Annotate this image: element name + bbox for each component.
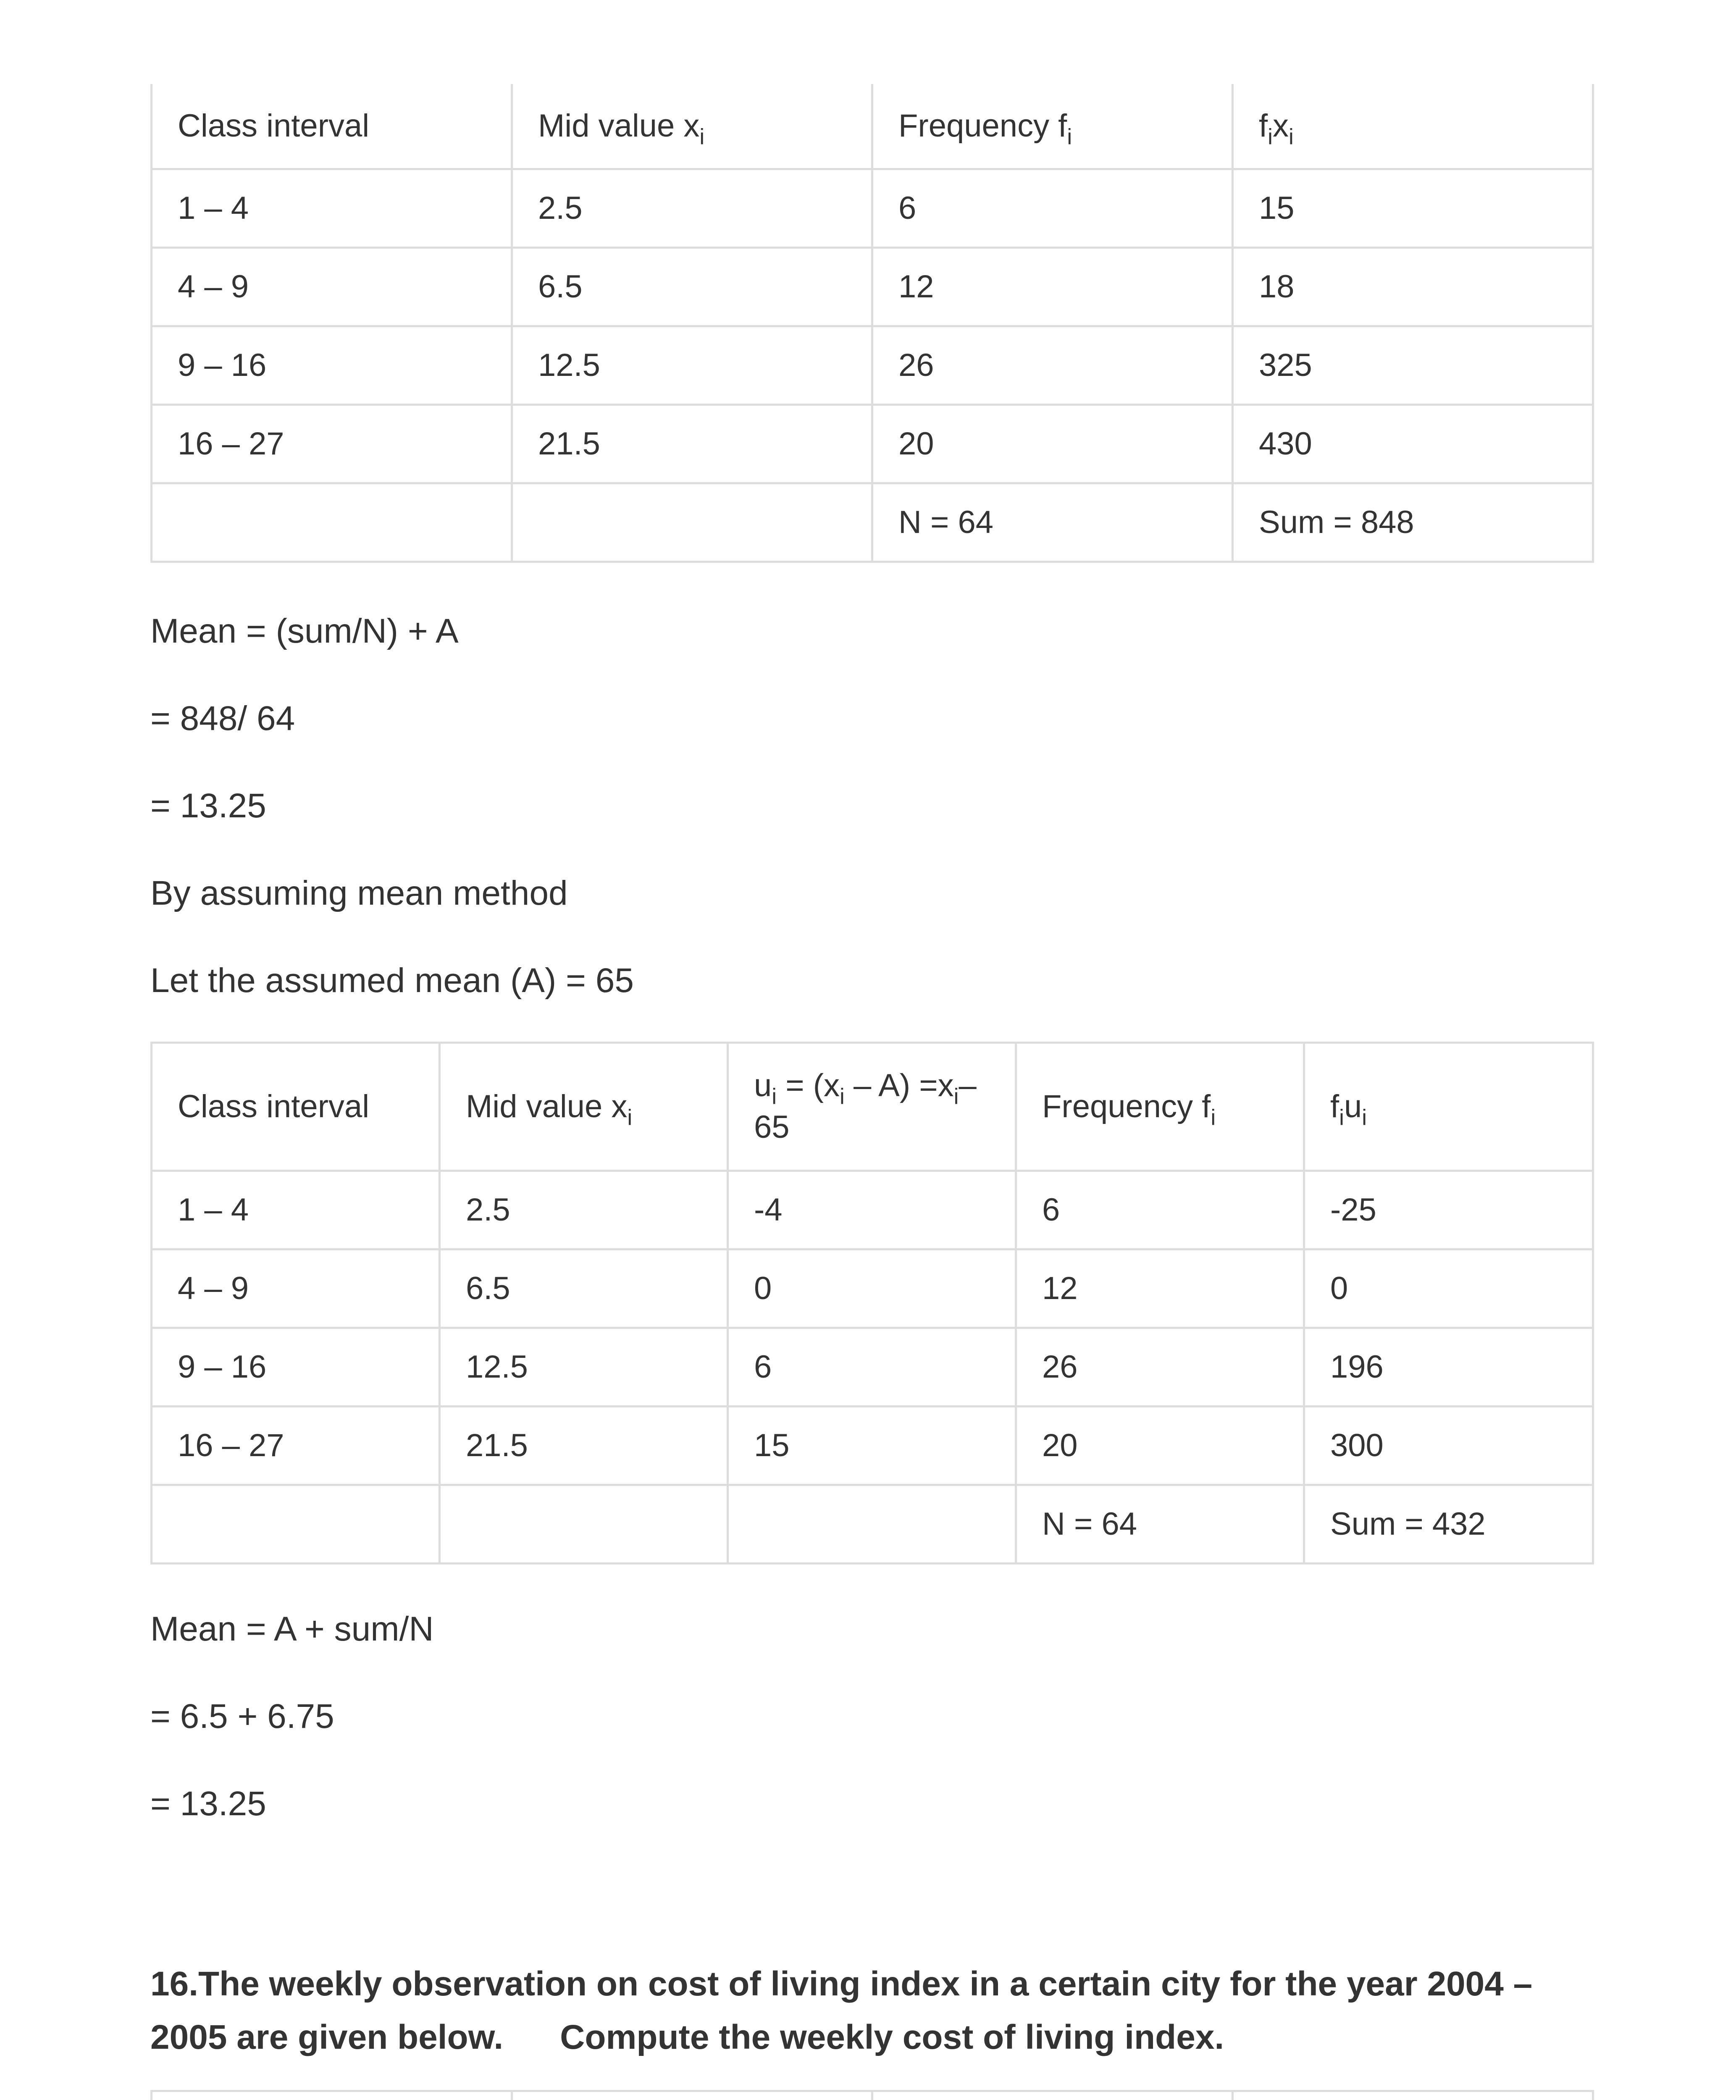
header-cell bbox=[872, 2091, 1233, 2100]
table-row bbox=[152, 1328, 1593, 1407]
question-instruction: Compute the weekly cost of living index. bbox=[560, 2018, 1224, 2057]
table-cell: 2.5 bbox=[512, 169, 872, 248]
table-row bbox=[152, 326, 1593, 405]
table-cell: 6 bbox=[728, 1328, 1016, 1407]
table-cell: 15 bbox=[728, 1407, 1016, 1485]
table-assumed-mean bbox=[150, 1042, 1594, 1564]
header-cell: Frequency $f_i$ bbox=[872, 84, 1233, 169]
table-cell: 196 bbox=[1304, 1328, 1593, 1407]
table-row bbox=[152, 248, 1593, 326]
table-cell: 4 – 9 bbox=[152, 1250, 440, 1328]
table-cell: 21.5 bbox=[440, 1407, 728, 1485]
table-row bbox=[152, 1250, 1593, 1328]
table-cell: 6.5 bbox=[512, 248, 872, 326]
table-total-row bbox=[152, 1485, 1593, 1564]
table-cell: 6 bbox=[872, 169, 1233, 248]
table-cell: 20 bbox=[872, 405, 1233, 483]
table-cell: 12.5 bbox=[440, 1328, 728, 1407]
table-cell: 16 – 27 bbox=[152, 405, 512, 483]
header-cell: Class interval bbox=[152, 1043, 440, 1171]
table-cell bbox=[512, 483, 872, 562]
table-header-row bbox=[152, 2091, 1593, 2100]
table-cell: 12.5 bbox=[512, 326, 872, 405]
table-header-row bbox=[152, 1043, 1593, 1171]
table-cell: 4 – 9 bbox=[152, 248, 512, 326]
question-text: 16.The weekly observation on cost of living index in a certain city for the year 2004 – 2005 are given below. bbox=[150, 1965, 1533, 2057]
table-cell: -4 bbox=[728, 1171, 1016, 1250]
table-cell: 1 – 4 bbox=[152, 169, 512, 248]
table-cell: 12 bbox=[1016, 1250, 1304, 1328]
table-cell: 9 – 16 bbox=[152, 1328, 440, 1407]
table-cell: -25 bbox=[1304, 1171, 1593, 1250]
table-cell: 430 bbox=[1233, 405, 1593, 483]
header-cell bbox=[1233, 2091, 1593, 2100]
header-cell: Class interval bbox=[152, 84, 512, 169]
table-cell: 6.5 bbox=[440, 1250, 728, 1328]
table-cell: 26 bbox=[872, 326, 1233, 405]
table-cell bbox=[440, 1485, 728, 1564]
table-cell: 15 bbox=[1233, 169, 1593, 248]
table-cell: 0 bbox=[728, 1250, 1016, 1328]
table-cell: 300 bbox=[1304, 1407, 1593, 1485]
assumed-mean-text: Let the assumed mean (A) = 65 bbox=[150, 961, 634, 1000]
method-text: By assuming mean method bbox=[150, 874, 568, 912]
formula-line: Mean = (sum/N) + A bbox=[150, 612, 459, 650]
table-cell: 0 bbox=[1304, 1250, 1593, 1328]
table-cell: N = 64 bbox=[1016, 1485, 1304, 1564]
header-cell bbox=[152, 2091, 512, 2100]
formula-line: = 6.5 + 6.75 bbox=[150, 1697, 334, 1735]
table-cell bbox=[728, 1485, 1016, 1564]
table-row bbox=[152, 1171, 1593, 1250]
table-cell: 325 bbox=[1233, 326, 1593, 405]
table-row bbox=[152, 169, 1593, 248]
formula-line: Mean = A + sum/N bbox=[150, 1610, 434, 1648]
table-cell: 6 bbox=[1016, 1171, 1304, 1250]
header-cell: $f_iu_i$ bbox=[1304, 1043, 1593, 1171]
table-header-row bbox=[152, 84, 1593, 169]
table-cell bbox=[152, 1485, 440, 1564]
formula-line: = 848/ 64 bbox=[150, 699, 295, 738]
table-cell: 21.5 bbox=[512, 405, 872, 483]
formula-line: = 13.25 bbox=[150, 1785, 266, 1823]
table-cell bbox=[152, 483, 512, 562]
table-cell: 16 – 27 bbox=[152, 1407, 440, 1485]
table-cell: 26 bbox=[1016, 1328, 1304, 1407]
header-cell bbox=[512, 2091, 872, 2100]
header-cell: Mid value $x_i$ bbox=[440, 1043, 728, 1171]
table-cell: 18 bbox=[1233, 248, 1593, 326]
formula-line: = 13.25 bbox=[150, 787, 266, 825]
table-direct-method bbox=[150, 84, 1594, 563]
header-cell: Frequency $f_i$ bbox=[1016, 1043, 1304, 1171]
table-cost-of-living bbox=[150, 2090, 1594, 2100]
table-row bbox=[152, 405, 1593, 483]
table-cell: Sum = 432 bbox=[1304, 1485, 1593, 1564]
table-cell: N = 64 bbox=[872, 483, 1233, 562]
question-heading bbox=[150, 1957, 1595, 2064]
table-total-row bbox=[152, 483, 1593, 562]
table-cell: 9 – 16 bbox=[152, 326, 512, 405]
table-cell: Sum = 848 bbox=[1233, 483, 1593, 562]
header-cell: $u_i = (x_i - A) =x_i-$ 65 bbox=[728, 1043, 1016, 1171]
header-cell: $f_ix_i$ bbox=[1233, 84, 1593, 169]
table-cell: 12 bbox=[872, 248, 1233, 326]
header-cell: Mid value $x_i$ bbox=[512, 84, 872, 169]
table-cell: 20 bbox=[1016, 1407, 1304, 1485]
table-row bbox=[152, 1407, 1593, 1485]
table-cell: 2.5 bbox=[440, 1171, 728, 1250]
table-cell: 1 – 4 bbox=[152, 1171, 440, 1250]
